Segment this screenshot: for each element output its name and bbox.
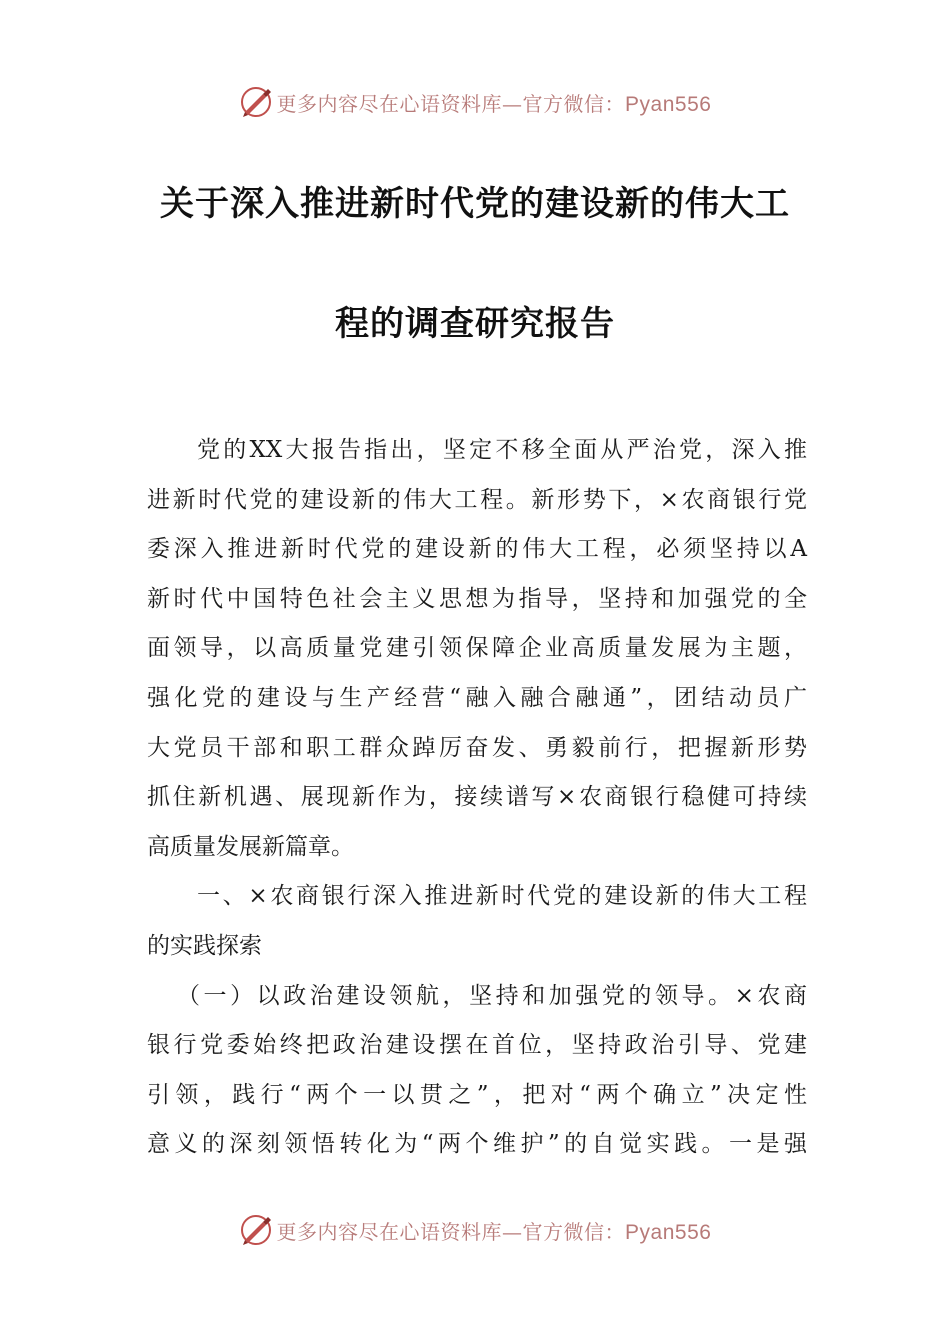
document-title-line-2: 程的调查研究报告	[335, 304, 615, 344]
body-line: 强化党的建设与生产经营“融入融合融通”，团结动员广	[147, 684, 807, 711]
document-body	[147, 426, 807, 1170]
body-line: 引领，践行“两个一以贯之”，把对“两个确立”决定性	[147, 1081, 807, 1108]
body-line: 委深入推进新时代党的建设新的伟大工程，必须坚持以A	[147, 536, 807, 563]
watermark-banner-bottom	[0, 1208, 950, 1252]
subsection-line: （一）以政治建设领航，坚持和加强党的领导。×农商	[177, 982, 807, 1009]
body-line: 党的XX大报告指出，坚定不移全面从严治党，深入推	[197, 437, 807, 463]
watermark-banner-top	[0, 80, 950, 124]
document-title-line-1: 关于深入推进新时代党的建设新的伟大工	[160, 184, 790, 224]
watermark-text: 更多内容尽在心语资料库—官方微信：Pyan556	[276, 1219, 712, 1244]
section-heading-line: 的实践探索	[147, 932, 262, 959]
body-line: 新时代中国特色社会主义思想为指导，坚持和加强党的全	[147, 585, 807, 612]
body-line: 大党员干部和职工群众踔厉奋发、勇毅前行，把握新形势	[147, 734, 807, 761]
body-line: 抓住新机遇、展现新作为，接续谱写×农商银行稳健可持续	[147, 784, 807, 811]
body-line: 面领导，以高质量党建引领保障企业高质量发展为主题，	[147, 635, 807, 662]
body-line: 进新时代党的建设新的伟大工程。新形势下，×农商银行党	[147, 486, 807, 513]
body-line: 高质量发展新篇章。	[147, 833, 354, 860]
pen-logo-icon	[239, 85, 273, 119]
section-heading-line: 一、×农商银行深入推进新时代党的建设新的伟大工程	[197, 883, 807, 910]
body-line: 银行党委始终把政治建设摆在首位，坚持政治引导、党建	[147, 1032, 807, 1059]
pen-logo-icon	[239, 1213, 273, 1247]
watermark-text: 更多内容尽在心语资料库—官方微信：Pyan556	[276, 91, 712, 116]
body-line: 意义的深刻领悟转化为“两个维护”的自觉实践。一是强	[147, 1131, 807, 1158]
